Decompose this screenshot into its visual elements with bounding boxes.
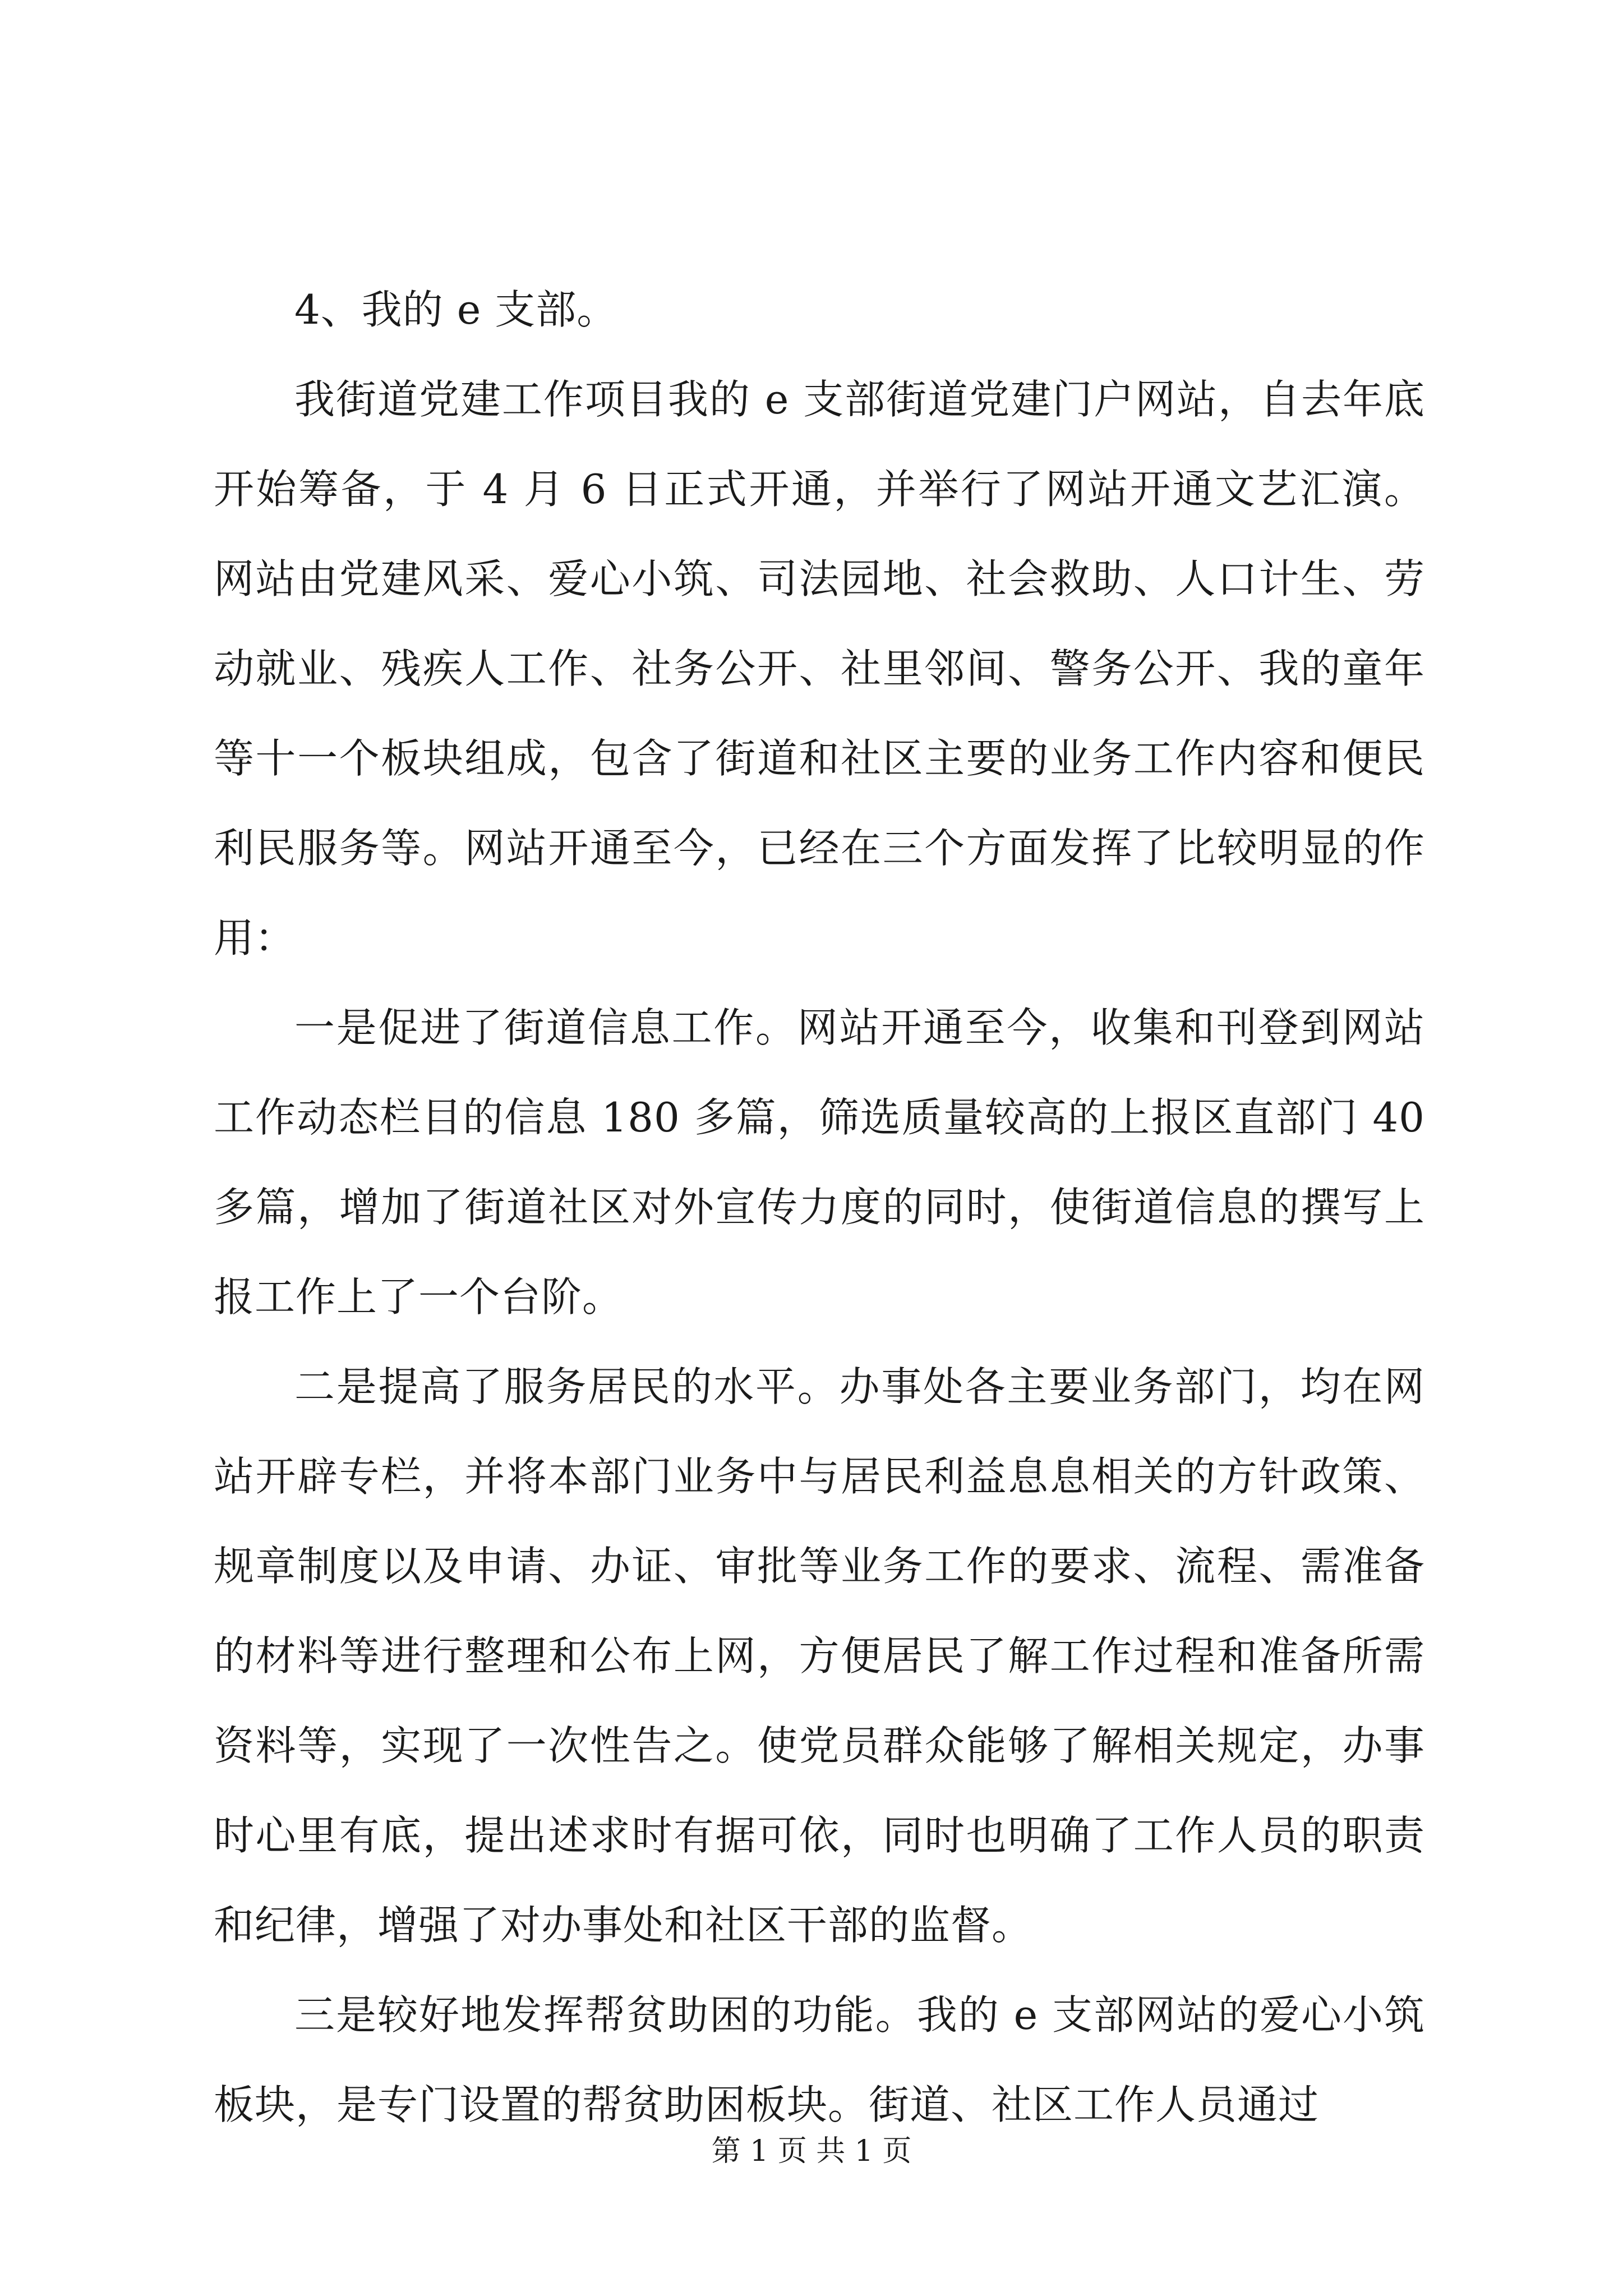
paragraph-point-three: 三是较好地发挥帮贫助困的功能。我的 e 支部网站的爱心小筑板块，是专门设置的帮贫助困板块。街道、社区工作人员通过 <box>214 1991 1425 2128</box>
paragraph-point-two: 二是提高了服务居民的水平。办事处各主要业务部门，均在网站开辟专栏，并将本部门业务中与居民利益息息相关的方针政策、规章制度以及申请、办证、审批等业务工作的要求、流程、需准备的材料等进行整理和公布上网，方便居民了解工作过程和准备所需资料等，实现了一次性告之。使党员群众能够了解相关规定，办事时心里有底，提出述求时有据可依，同时也明确了工作人员的职责和纪律，增强了对办事处和社区干部的监督。 <box>214 1363 1425 1949</box>
page-footer: 第 1 页 共 1 页 <box>711 2134 912 2168</box>
document-body <box>214 265 1425 2150</box>
paragraph-point-one: 一是促进了街道信息工作。网站开通至今，收集和刊登到网站工作动态栏目的信息 180 多篇，筛选质量较高的上报区直部门 40 多篇，增加了街道社区对外宣传力度的同时，使街道信息的撰写上报工作上了一个台阶。 <box>214 1004 1425 1320</box>
paragraph-intro: 我街道党建工作项目我的 e 支部街道党建门户网站，自去年底开始筹备，于 4 月 6 日正式开通，并举行了网站开通文艺汇演。网站由党建风采、爱心小筑、司法园地、社会救助、人口计生、劳动就业、残疾人工作、社务公开、社里邻间、警务公开、我的童年等十一个板块组成，包含了街道和社区主要的业务工作内容和便民利民服务等。网站开通至今，已经在三个方面发挥了比较明显的作用： <box>214 376 1425 961</box>
section-heading: 4、我的 e 支部。 <box>294 286 618 333</box>
